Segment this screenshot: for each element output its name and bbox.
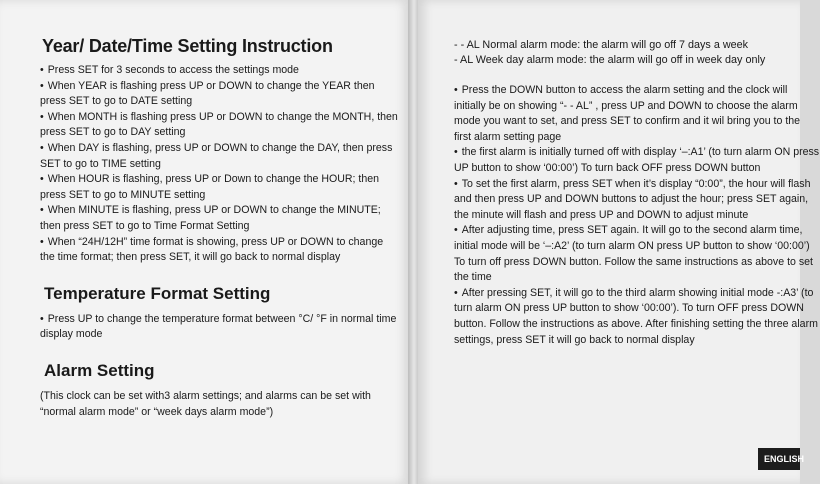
alarm-setting-intro: (This clock can be set with3 alarm settings; and alarms can be set with “normal alarm mode” or “week days alarm mode”) <box>40 389 371 418</box>
list-item: • the first alarm is initially turned off with display ‘–:A1’ (to turn alarm ON press UP button to show ‘00:00’) To turn back OFF press DOWN button <box>454 146 820 174</box>
temperature-format-heading: Temperature Format Setting <box>44 283 271 303</box>
temperature-format-instruction: • Press UP to change the temperature format between °C/ °F in normal time display mode <box>40 312 397 341</box>
list-item: • After pressing SET, it will go to the third alarm showing initial mode -:A3’ (to turn alarm ON press UP button to show ‘00:00’). To turn OFF press DOWN button. Follow the instructions as above. After finishing setting the three alarm settings, press SET it will go back to normal display <box>454 286 818 346</box>
year-date-time-heading: Year/ Date/Time Setting Instruction <box>42 36 333 56</box>
bullet-icon: • <box>454 177 458 190</box>
list-item: • When YEAR is flashing press UP or DOWN to change the YEAR then press SET to go to DATE setting <box>40 79 375 108</box>
spacer <box>454 67 820 83</box>
alarm-setting-heading: Alarm Setting <box>44 360 155 380</box>
bullet-icon: • <box>40 204 44 217</box>
bullet-icon: • <box>40 173 44 186</box>
list-item: • Press SET for 3 seconds to access the settings mode <box>40 64 299 76</box>
bullet-icon: • <box>454 286 458 299</box>
list-item: • To set the first alarm, press SET when it’s display “0:00”, the hour will flash and then press UP and DOWN buttons to adjust the hour; press SET again, the minute will flash and press UP and DOWN to adjust minute <box>454 177 811 221</box>
bullet-icon: • <box>40 235 44 248</box>
language-tab: ENGLISH <box>758 448 800 470</box>
alarm-instructions <box>454 83 820 348</box>
bullet-icon: • <box>40 312 44 325</box>
normal-alarm-mode-line: - - AL Normal alarm mode: the alarm will go off 7 days a week <box>454 39 749 51</box>
year-date-time-instructions <box>40 63 400 266</box>
bullet-icon: • <box>454 84 458 96</box>
right-page <box>418 0 820 484</box>
week-day-alarm-mode-line: - AL Week day alarm mode: the alarm will go off in week day only <box>454 53 766 66</box>
list-item: • When MINUTE is flashing, press UP or DOWN to change the MINUTE; then press SET to go to Time Format Setting <box>40 204 381 232</box>
list-item: • When DAY is flashing, press UP or DOWN to change the DAY, then press SET to go to TIME setting <box>40 141 393 170</box>
bullet-icon: • <box>40 141 44 154</box>
right-page-content <box>454 38 820 348</box>
bullet-icon: • <box>40 64 44 76</box>
left-page-content <box>40 36 400 420</box>
list-item: • Press the DOWN button to access the alarm setting and the clock will initially be on showing “- - AL” , press UP and DOWN to choose the alarm mode you want to set, and press SET to confirm and it wil bring you to the first alarm setting page <box>454 84 801 143</box>
list-item: • When MONTH is flashing press UP or DOWN to change the MONTH, then press SET to go to DAY setting <box>40 110 398 139</box>
list-item: • When HOUR is flashing, press UP or Down to change the HOUR; then press SET to go to MINUTE setting <box>40 173 380 201</box>
bullet-icon: • <box>40 110 44 123</box>
list-item: • When “24H/12H” time format is showing, press UP or DOWN to change the time format; then press SET, it will go back to normal display <box>40 235 384 264</box>
bullet-icon: • <box>40 79 44 92</box>
bullet-icon: • <box>454 146 458 159</box>
bullet-icon: • <box>454 224 458 237</box>
list-item: • After adjusting time, press SET again. It will go to the second alarm time, initial mode will be ‘–:A2’ (to turn alarm ON press UP button to show ‘00:00’) To turn off press DOWN button. Follow the same instructions as above to set the time <box>454 224 813 284</box>
